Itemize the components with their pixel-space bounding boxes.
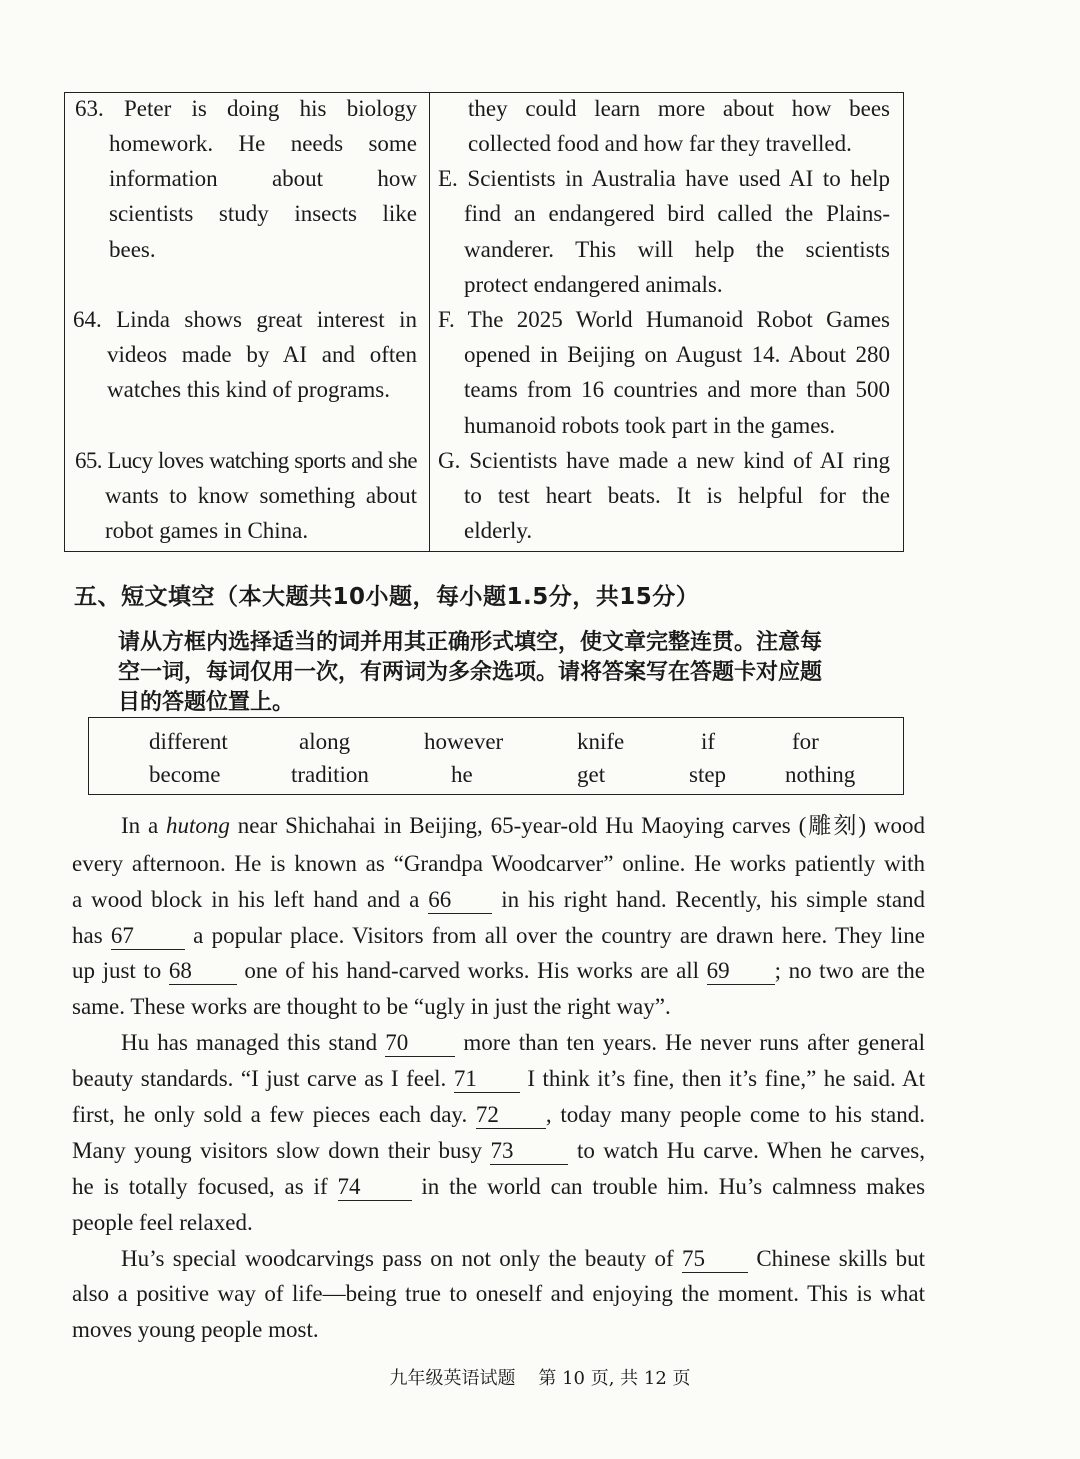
option-g-line: elderly. [464, 518, 533, 543]
blank-74[interactable]: 74 [338, 1174, 412, 1201]
blank-75[interactable]: 75 [682, 1246, 748, 1273]
q65-line: robot games in China. [105, 518, 309, 543]
passage-line: a wood block in his left hand and a 66 in his right hand. Recently, his simple stand [72, 887, 926, 912]
word-option: become [149, 762, 221, 787]
passage-line: moves young people most. [72, 1317, 319, 1342]
option-f-line: F. The 2025 World Humanoid Robot Games [438, 307, 890, 332]
q63-line: scientists study insects like [109, 201, 417, 226]
q63-line: information about how [109, 166, 417, 191]
word-option: tradition [291, 762, 369, 787]
passage-line: every afternoon. He is known as “Grandpa Woodcarver” online. He works patiently with [72, 851, 925, 876]
matching-table [64, 92, 904, 552]
q64-line: videos made by AI and often [107, 342, 417, 367]
blank-73[interactable]: 73 [490, 1138, 568, 1165]
option-f-line: teams from 16 countries and more than 500 [464, 377, 890, 402]
option-e-line: E. Scientists in Australia have used AI to help [438, 166, 890, 191]
option-e-line: protect endangered animals. [464, 272, 723, 297]
blank-72[interactable]: 72 [476, 1102, 546, 1129]
q63-line: 63. Peter is doing his biology [75, 96, 417, 121]
blank-67[interactable]: 67 [111, 923, 185, 950]
word-option: he [451, 762, 473, 787]
q64-line: 64. Linda shows great interest in [73, 307, 417, 332]
passage-line: he is totally focused, as if 74 in the world can trouble him. Hu’s calmness makes [72, 1174, 926, 1199]
passage-line: Hu’s special woodcarvings pass on not only the beauty of 75 Chinese skills but [121, 1246, 926, 1271]
word-option: if [701, 729, 716, 754]
option-g-line: G. Scientists have made a new kind of AI ring [438, 448, 890, 473]
passage-line: people feel relaxed. [72, 1210, 253, 1235]
option-f-line: humanoid robots took part in the games. [464, 413, 836, 438]
blank-70[interactable]: 70 [385, 1030, 455, 1057]
word-option: different [149, 729, 228, 754]
q65-line: wants to know something about [105, 483, 417, 508]
word-option: for [792, 729, 819, 754]
word-option: nothing [785, 762, 856, 787]
option-d-line: they could learn more about how bees [468, 96, 890, 121]
passage-line: Hu has managed this stand 70 more than ten years. He never runs after general [121, 1030, 925, 1055]
word-box [88, 717, 904, 795]
footer-subject: 九年级英语试题 [389, 1368, 516, 1389]
q63-line: homework. He needs some [109, 131, 417, 156]
option-f-line: opened in Beijing on August 14. About 280 [464, 342, 890, 367]
blank-69[interactable]: 69 [707, 958, 775, 985]
option-d-line: collected food and how far they travelled. [468, 131, 852, 156]
passage-line: first, he only sold a few pieces each day. 72 , today many people come to his stand. [72, 1102, 926, 1127]
footer-page-number: 第 10 页, 共 12 页 [538, 1368, 691, 1389]
blank-71[interactable]: 71 [454, 1066, 520, 1093]
word-option: knife [577, 729, 625, 754]
passage-line: up just to 68 one of his hand-carved works. His works are all 69 ; no two are the [72, 958, 925, 983]
questions-column [65, 93, 430, 551]
section-title: 五、短文填空（本大题共10小题，每小题1.5分，共15分） [74, 584, 700, 610]
option-e-line: wanderer. This will help the scientists [464, 237, 890, 262]
q65-line: 65. Lucy loves watching sports and she [75, 448, 417, 473]
instruction-line: 请从方框内选择适当的词并用其正确形式填空，使文章完整连贯。注意每 [118, 630, 823, 655]
word-option: along [299, 729, 351, 754]
word-option: however [424, 729, 504, 754]
q64-line: watches this kind of programs. [107, 377, 390, 402]
options-column [430, 93, 903, 551]
blank-68[interactable]: 68 [169, 958, 237, 985]
instruction-line: 目的答题位置上。 [118, 690, 295, 715]
page-footer [0, 1364, 1080, 1390]
passage-line: same. These works are thought to be “ugly in just the right way”. [72, 994, 671, 1019]
instruction-line: 空一词，每词仅用一次，有两词为多余选项。请将答案写在答题卡对应题 [118, 660, 823, 685]
passage-line: Many young visitors slow down their busy 73 to watch Hu carve. When he carves, [72, 1138, 925, 1163]
option-g-line: to test heart beats. It is helpful for the [464, 483, 890, 508]
passage-line: In a hutong near Shichahai in Beijing, 65-year-old Hu Maoying carves (雕刻) wood [121, 813, 925, 838]
passage-line: beauty standards. “I just carve as I feel. 71 I think it’s fine, then it’s fine,” he said. At [72, 1066, 926, 1091]
q63-line: bees. [109, 237, 156, 262]
passage-line: has 67 a popular place. Visitors from all over the country are drawn here. They line [72, 923, 926, 948]
word-option: step [689, 762, 727, 787]
passage-line: also a positive way of life—being true to oneself and enjoying the moment. This is what [72, 1281, 925, 1306]
option-e-line: find an endangered bird called the Plains- [464, 201, 890, 226]
blank-66[interactable]: 66 [428, 887, 492, 914]
word-option: get [577, 762, 606, 787]
